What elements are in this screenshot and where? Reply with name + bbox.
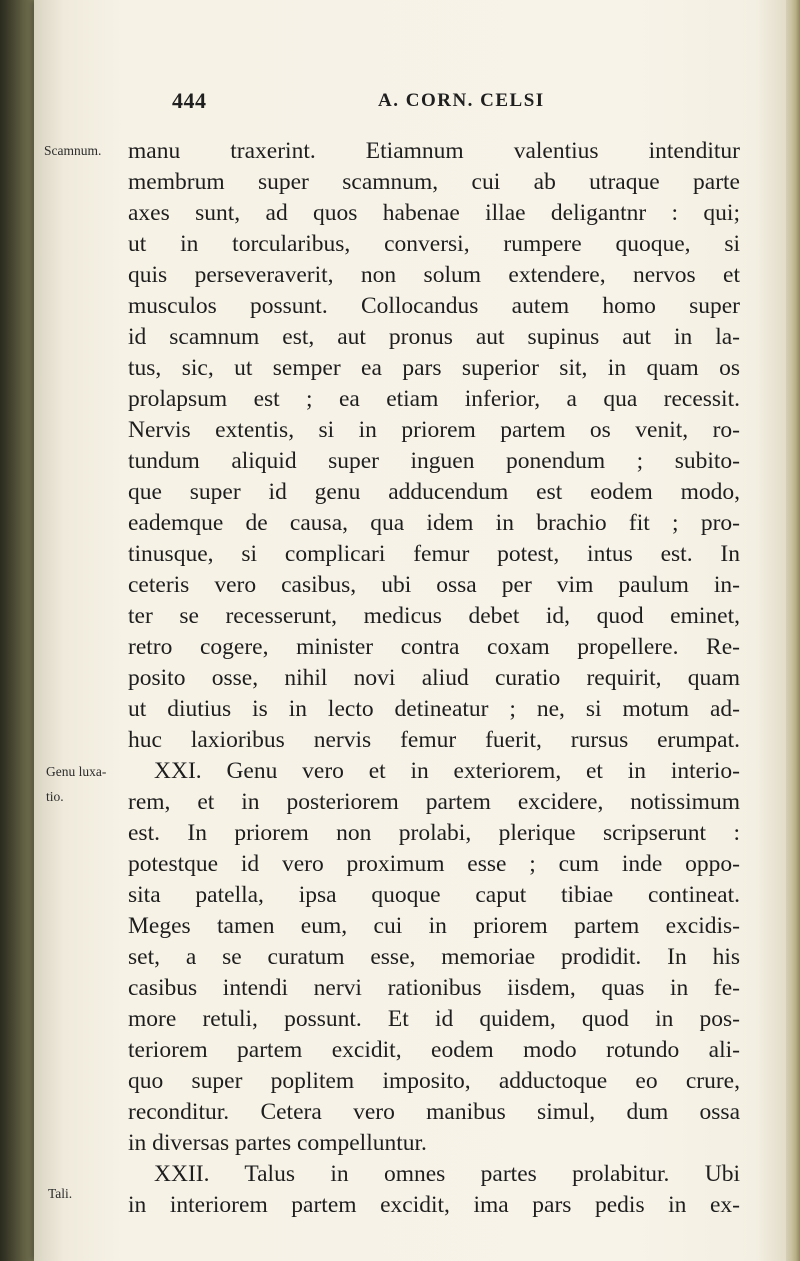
text-line: eademque de causa, qua idem in brachio fit ; pro- bbox=[128, 510, 740, 536]
page-number: 444 bbox=[172, 88, 207, 113]
running-title: A. CORN. CELSI bbox=[378, 90, 545, 111]
text-line: teriorem partem excidit, eodem modo rotundo ali- bbox=[128, 1037, 740, 1063]
margin-note-genu-line-2: tio. bbox=[46, 789, 64, 804]
text-line: quis perseveraverit, non solum extendere, nervos et bbox=[128, 262, 740, 288]
body-text bbox=[128, 136, 740, 1221]
text-line: huc laxioribus nervis femur fuerit, rursus erumpat. bbox=[128, 727, 740, 753]
text-line: ceteris vero casibus, ubi ossa per vim paulum in- bbox=[128, 572, 740, 598]
text-line: ut diutius is in lecto detineatur ; ne, si motum ad- bbox=[128, 696, 740, 722]
text-line: casibus intendi nervi rationibus iisdem, quas in fe- bbox=[128, 975, 740, 1001]
text-line: musculos possunt. Collocandus autem homo super bbox=[128, 293, 740, 319]
text-line: reconditur. Cetera vero manibus simul, dum ossa bbox=[128, 1099, 740, 1125]
text-line: rem, et in posteriorem partem excidere, notissimum bbox=[128, 789, 740, 815]
text-line: tinusque, si complicari femur potest, intus est. In bbox=[128, 541, 740, 567]
text-line: set, a se curatum esse, memoriae prodidit. In his bbox=[128, 944, 740, 970]
text-line: Nervis extentis, si in priorem partem os venit, ro- bbox=[128, 417, 740, 443]
text-line: tus, sic, ut semper ea pars superior sit, in quam os bbox=[128, 355, 740, 381]
text-line: Meges tamen eum, cui in priorem partem excidis- bbox=[128, 913, 740, 939]
text-line: que super id genu adducendum est eodem modo, bbox=[128, 479, 740, 505]
margin-note-genu-line-1: Genu luxa- bbox=[46, 764, 107, 779]
text-line: sita patella, ipsa quoque caput tibiae contineat. bbox=[128, 882, 740, 908]
text-line: potestque id vero proximum esse ; cum inde oppo- bbox=[128, 851, 740, 877]
text-line: in interiorem partem excidit, ima pars pedis in ex- bbox=[128, 1192, 740, 1218]
text-line: prolapsum est ; ea etiam inferior, a qua recessit. bbox=[128, 386, 740, 412]
text-line: quo super poplitem imposito, adductoque eo crure, bbox=[128, 1068, 740, 1094]
text-line: in diversas partes compelluntur. bbox=[128, 1130, 427, 1156]
text-line: id scamnum est, aut pronus aut supinus aut in la- bbox=[128, 324, 740, 350]
text-line: manu traxerint. Etiamnum valentius intenditur bbox=[128, 138, 740, 164]
text-line: membrum super scamnum, cui ab utraque parte bbox=[128, 169, 740, 195]
margin-note-tali: Tali. bbox=[48, 1186, 73, 1201]
text-line: more retuli, possunt. Et id quidem, quod in pos- bbox=[128, 1006, 740, 1032]
text-line: est. In priorem non prolabi, plerique scripserunt : bbox=[128, 820, 740, 846]
page-edge bbox=[786, 0, 800, 1261]
text-line: tundum aliquid super inguen ponendum ; subito- bbox=[128, 448, 740, 474]
text-line: retro cogere, minister contra coxam propellere. Re- bbox=[128, 634, 740, 660]
text-line: axes sunt, ad quos habenae illae deligantnr : qui; bbox=[128, 200, 740, 226]
section-heading-line: XXI. Genu vero et in exteriorem, et in interio- bbox=[154, 758, 740, 784]
text-line: ut in torcularibus, conversi, rumpere quoque, si bbox=[128, 231, 740, 257]
margin-note-scamnum: Scamnum. bbox=[44, 143, 102, 158]
running-head bbox=[172, 88, 692, 118]
section-heading-line: XXII. Talus in omnes partes prolabitur. Ubi bbox=[154, 1161, 740, 1187]
text-line: ter se recesserunt, medicus debet id, quod eminet, bbox=[128, 603, 740, 629]
text-line: posito osse, nihil novi aliud curatio requirit, quam bbox=[128, 665, 740, 691]
